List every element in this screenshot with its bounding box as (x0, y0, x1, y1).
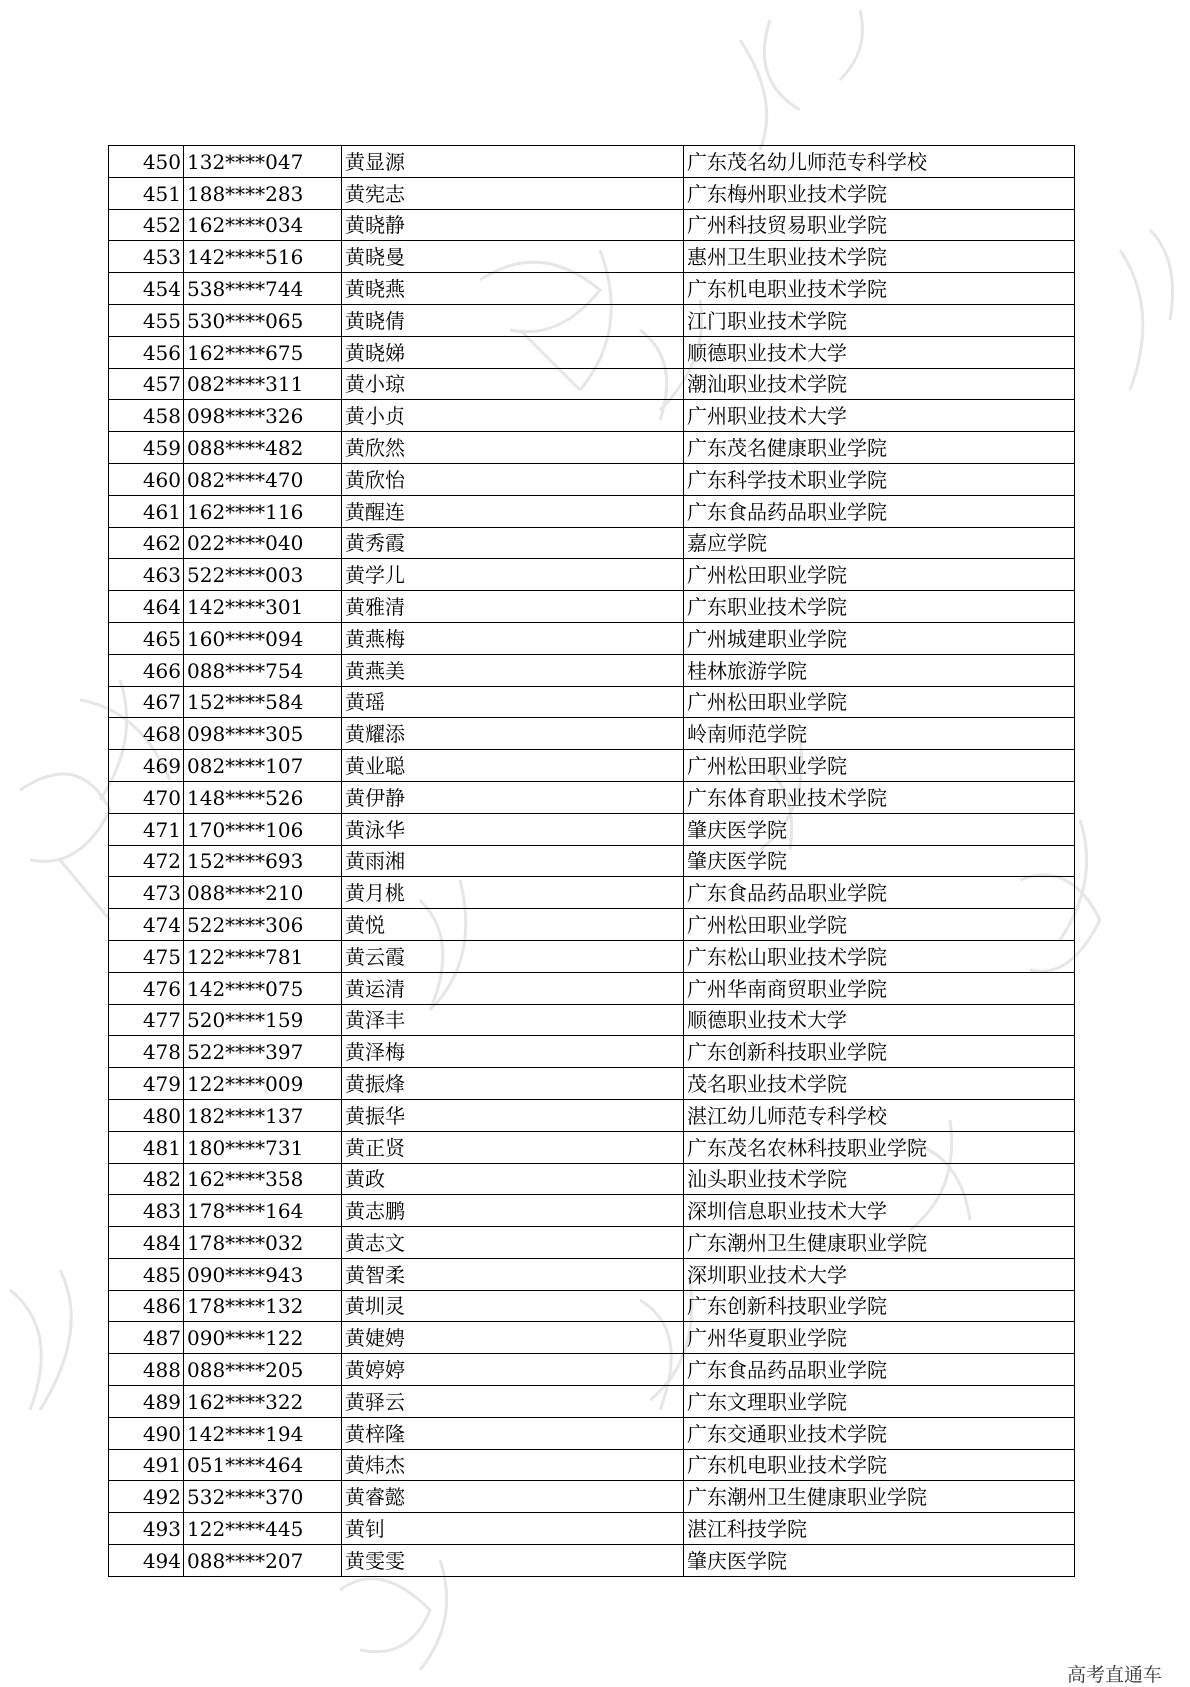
candidate-id-cell: 180****731 (184, 1131, 342, 1163)
candidate-id-cell: 142****516 (184, 241, 342, 273)
candidate-name-cell: 黄振华 (342, 1099, 684, 1131)
school-name-cell: 广东食品药品职业学院 (684, 1354, 1075, 1386)
candidate-name-cell: 黄欣怡 (342, 463, 684, 495)
row-number-cell: 464 (109, 591, 184, 623)
table-row (109, 1068, 1075, 1100)
candidate-name-cell: 黄晓娣 (342, 336, 684, 368)
table-row (109, 940, 1075, 972)
table-row (109, 400, 1075, 432)
row-number-cell: 487 (109, 1322, 184, 1354)
candidate-name-cell: 黄秀霞 (342, 527, 684, 559)
row-number-cell: 482 (109, 1163, 184, 1195)
candidate-id-cell: 532****370 (184, 1481, 342, 1513)
row-number-cell: 470 (109, 781, 184, 813)
school-name-cell: 江门职业技术学院 (684, 304, 1075, 336)
table-row (109, 972, 1075, 1004)
row-number-cell: 483 (109, 1195, 184, 1227)
candidate-name-cell: 黄志鹏 (342, 1195, 684, 1227)
row-number-cell: 477 (109, 1004, 184, 1036)
school-name-cell: 肇庆医学院 (684, 813, 1075, 845)
footer-brand-text: 高考直通车 (1066, 1664, 1162, 1686)
candidate-name-cell: 黄婕娉 (342, 1322, 684, 1354)
candidate-name-cell: 黄泳华 (342, 813, 684, 845)
school-name-cell: 潮汕职业技术学院 (684, 368, 1075, 400)
school-name-cell: 湛江科技学院 (684, 1513, 1075, 1545)
row-number-cell: 467 (109, 686, 184, 718)
school-name-cell: 广东交通职业技术学院 (684, 1417, 1075, 1449)
row-number-cell: 488 (109, 1354, 184, 1386)
row-number-cell: 466 (109, 654, 184, 686)
candidate-id-cell: 082****107 (184, 750, 342, 782)
row-number-cell: 465 (109, 622, 184, 654)
candidate-id-cell: 162****034 (184, 209, 342, 241)
candidate-name-cell: 黄耀添 (342, 718, 684, 750)
candidate-id-cell: 178****164 (184, 1195, 342, 1227)
table-row (109, 813, 1075, 845)
candidate-name-cell: 黄志文 (342, 1227, 684, 1259)
candidate-id-cell: 090****122 (184, 1322, 342, 1354)
school-name-cell: 肇庆医学院 (684, 845, 1075, 877)
row-number-cell: 450 (109, 146, 184, 178)
row-number-cell: 455 (109, 304, 184, 336)
candidate-name-cell: 黄雨湘 (342, 845, 684, 877)
candidate-id-cell: 088****482 (184, 432, 342, 464)
school-name-cell: 广东茂名健康职业学院 (684, 432, 1075, 464)
row-number-cell: 490 (109, 1417, 184, 1449)
candidate-id-cell: 182****137 (184, 1099, 342, 1131)
table-row (109, 559, 1075, 591)
row-number-cell: 460 (109, 463, 184, 495)
candidate-name-cell: 黄小琼 (342, 368, 684, 400)
candidate-name-cell: 黄业聪 (342, 750, 684, 782)
school-name-cell: 广东创新科技职业学院 (684, 1036, 1075, 1068)
school-name-cell: 广东茂名幼儿师范专科学校 (684, 146, 1075, 178)
school-name-cell: 湛江幼儿师范专科学校 (684, 1099, 1075, 1131)
candidate-name-cell: 黄燕梅 (342, 622, 684, 654)
school-name-cell: 广州华夏职业学院 (684, 1322, 1075, 1354)
table-row (109, 1513, 1075, 1545)
row-number-cell: 462 (109, 527, 184, 559)
school-name-cell: 广东食品药品职业学院 (684, 877, 1075, 909)
candidate-name-cell: 黄显源 (342, 146, 684, 178)
table-row (109, 527, 1075, 559)
table-row (109, 1386, 1075, 1418)
row-number-cell: 459 (109, 432, 184, 464)
candidate-id-cell: 051****464 (184, 1449, 342, 1481)
candidate-name-cell: 黄政 (342, 1163, 684, 1195)
candidate-id-cell: 082****311 (184, 368, 342, 400)
candidate-name-cell: 黄宪志 (342, 177, 684, 209)
candidate-name-cell: 黄学儿 (342, 559, 684, 591)
row-number-cell: 468 (109, 718, 184, 750)
candidate-name-cell: 黄瑶 (342, 686, 684, 718)
candidate-name-cell: 黄晓燕 (342, 273, 684, 305)
candidate-id-cell: 178****032 (184, 1227, 342, 1259)
table-row (109, 909, 1075, 941)
table-row (109, 1036, 1075, 1068)
school-name-cell: 广东茂名农林科技职业学院 (684, 1131, 1075, 1163)
candidate-id-cell: 088****210 (184, 877, 342, 909)
candidate-id-cell: 178****132 (184, 1290, 342, 1322)
school-name-cell: 深圳信息职业技术大学 (684, 1195, 1075, 1227)
table-row (109, 622, 1075, 654)
table-row (109, 845, 1075, 877)
row-number-cell: 453 (109, 241, 184, 273)
candidate-id-cell: 088****205 (184, 1354, 342, 1386)
candidate-id-cell: 152****693 (184, 845, 342, 877)
candidate-id-cell: 088****754 (184, 654, 342, 686)
candidate-id-cell: 152****584 (184, 686, 342, 718)
candidate-id-cell: 170****106 (184, 813, 342, 845)
row-number-cell: 486 (109, 1290, 184, 1322)
candidate-name-cell: 黄婷婷 (342, 1354, 684, 1386)
table-row (109, 1163, 1075, 1195)
school-name-cell: 顺德职业技术大学 (684, 336, 1075, 368)
candidate-id-cell: 530****065 (184, 304, 342, 336)
candidate-id-cell: 162****116 (184, 495, 342, 527)
table-row (109, 591, 1075, 623)
table-row (109, 718, 1075, 750)
school-name-cell: 广东梅州职业技术学院 (684, 177, 1075, 209)
school-name-cell: 深圳职业技术大学 (684, 1258, 1075, 1290)
table-row (109, 241, 1075, 273)
candidate-id-cell: 122****009 (184, 1068, 342, 1100)
table-row (109, 432, 1075, 464)
candidate-id-cell: 522****003 (184, 559, 342, 591)
table-row (109, 1195, 1075, 1227)
candidate-id-cell: 162****675 (184, 336, 342, 368)
row-number-cell: 463 (109, 559, 184, 591)
candidate-name-cell: 黄小贞 (342, 400, 684, 432)
candidate-id-cell: 162****358 (184, 1163, 342, 1195)
candidate-name-cell: 黄泽丰 (342, 1004, 684, 1036)
candidate-id-cell: 520****159 (184, 1004, 342, 1036)
candidate-name-cell: 黄圳灵 (342, 1290, 684, 1322)
table-row (109, 368, 1075, 400)
candidate-id-cell: 022****040 (184, 527, 342, 559)
candidate-name-cell: 黄炜杰 (342, 1449, 684, 1481)
table-row (109, 1290, 1075, 1322)
school-name-cell: 广州松田职业学院 (684, 909, 1075, 941)
table-row (109, 877, 1075, 909)
candidate-id-cell: 090****943 (184, 1258, 342, 1290)
candidate-name-cell: 黄驿云 (342, 1386, 684, 1418)
school-name-cell: 广东机电职业技术学院 (684, 273, 1075, 305)
row-number-cell: 458 (109, 400, 184, 432)
table-row (109, 750, 1075, 782)
school-name-cell: 桂林旅游学院 (684, 654, 1075, 686)
candidate-name-cell: 黄运清 (342, 972, 684, 1004)
school-name-cell: 广东机电职业技术学院 (684, 1449, 1075, 1481)
candidate-id-cell: 132****047 (184, 146, 342, 178)
table-row (109, 273, 1075, 305)
school-name-cell: 茂名职业技术学院 (684, 1068, 1075, 1100)
row-number-cell: 480 (109, 1099, 184, 1131)
school-name-cell: 顺德职业技术大学 (684, 1004, 1075, 1036)
table-row (109, 209, 1075, 241)
table-row (109, 1004, 1075, 1036)
candidate-name-cell: 黄钊 (342, 1513, 684, 1545)
candidate-name-cell: 黄雯雯 (342, 1545, 684, 1577)
school-name-cell: 广东潮州卫生健康职业学院 (684, 1481, 1075, 1513)
row-number-cell: 484 (109, 1227, 184, 1259)
candidate-name-cell: 黄晓倩 (342, 304, 684, 336)
school-name-cell: 嘉应学院 (684, 527, 1075, 559)
candidate-id-cell: 088****207 (184, 1545, 342, 1577)
table-row (109, 654, 1075, 686)
candidate-name-cell: 黄晓曼 (342, 241, 684, 273)
table-row (109, 1099, 1075, 1131)
school-name-cell: 广州松田职业学院 (684, 686, 1075, 718)
candidate-name-cell: 黄醒连 (342, 495, 684, 527)
table-row (109, 1258, 1075, 1290)
row-number-cell: 457 (109, 368, 184, 400)
school-name-cell: 肇庆医学院 (684, 1545, 1075, 1577)
row-number-cell: 478 (109, 1036, 184, 1068)
school-name-cell: 广东体育职业技术学院 (684, 781, 1075, 813)
table-row (109, 336, 1075, 368)
school-name-cell: 汕头职业技术学院 (684, 1163, 1075, 1195)
candidate-name-cell: 黄雅清 (342, 591, 684, 623)
table-row (109, 304, 1075, 336)
table-row (109, 686, 1075, 718)
school-name-cell: 广州松田职业学院 (684, 559, 1075, 591)
table-row (109, 146, 1075, 178)
candidate-name-cell: 黄正贤 (342, 1131, 684, 1163)
row-number-cell: 469 (109, 750, 184, 782)
candidate-id-cell: 122****781 (184, 940, 342, 972)
school-name-cell: 广州城建职业学院 (684, 622, 1075, 654)
candidate-id-cell: 142****301 (184, 591, 342, 623)
school-name-cell: 广州科技贸易职业学院 (684, 209, 1075, 241)
candidate-id-cell: 098****305 (184, 718, 342, 750)
row-number-cell: 492 (109, 1481, 184, 1513)
candidate-id-cell: 538****744 (184, 273, 342, 305)
table-row (109, 1545, 1075, 1577)
candidate-name-cell: 黄伊静 (342, 781, 684, 813)
candidate-name-cell: 黄月桃 (342, 877, 684, 909)
candidate-name-cell: 黄欣然 (342, 432, 684, 464)
table-row (109, 781, 1075, 813)
table-row (109, 1449, 1075, 1481)
candidate-name-cell: 黄梓隆 (342, 1417, 684, 1449)
row-number-cell: 491 (109, 1449, 184, 1481)
table-row (109, 177, 1075, 209)
school-name-cell: 广州职业技术大学 (684, 400, 1075, 432)
candidate-id-cell: 162****322 (184, 1386, 342, 1418)
row-number-cell: 451 (109, 177, 184, 209)
candidate-name-cell: 黄振烽 (342, 1068, 684, 1100)
school-name-cell: 广州华南商贸职业学院 (684, 972, 1075, 1004)
row-number-cell: 473 (109, 877, 184, 909)
table-row (109, 1322, 1075, 1354)
school-name-cell: 广东科学技术职业学院 (684, 463, 1075, 495)
candidate-id-cell: 188****283 (184, 177, 342, 209)
row-number-cell: 452 (109, 209, 184, 241)
row-number-cell: 454 (109, 273, 184, 305)
candidate-id-cell: 522****397 (184, 1036, 342, 1068)
row-number-cell: 493 (109, 1513, 184, 1545)
admission-list-table (108, 145, 1075, 1577)
candidate-name-cell: 黄睿懿 (342, 1481, 684, 1513)
row-number-cell: 494 (109, 1545, 184, 1577)
school-name-cell: 广东职业技术学院 (684, 591, 1075, 623)
candidate-id-cell: 522****306 (184, 909, 342, 941)
candidate-id-cell: 148****526 (184, 781, 342, 813)
table-body (109, 146, 1075, 1577)
school-name-cell: 广东潮州卫生健康职业学院 (684, 1227, 1075, 1259)
candidate-name-cell: 黄泽梅 (342, 1036, 684, 1068)
candidate-id-cell: 098****326 (184, 400, 342, 432)
school-name-cell: 广州松田职业学院 (684, 750, 1075, 782)
school-name-cell: 岭南师范学院 (684, 718, 1075, 750)
row-number-cell: 461 (109, 495, 184, 527)
candidate-name-cell: 黄悦 (342, 909, 684, 941)
table-row (109, 1227, 1075, 1259)
row-number-cell: 474 (109, 909, 184, 941)
table-row (109, 1354, 1075, 1386)
table-row (109, 463, 1075, 495)
candidate-id-cell: 160****094 (184, 622, 342, 654)
row-number-cell: 476 (109, 972, 184, 1004)
school-name-cell: 广东食品药品职业学院 (684, 495, 1075, 527)
table-row (109, 495, 1075, 527)
row-number-cell: 471 (109, 813, 184, 845)
table-row (109, 1131, 1075, 1163)
school-name-cell: 惠州卫生职业技术学院 (684, 241, 1075, 273)
row-number-cell: 479 (109, 1068, 184, 1100)
candidate-id-cell: 142****194 (184, 1417, 342, 1449)
candidate-name-cell: 黄燕美 (342, 654, 684, 686)
candidate-id-cell: 082****470 (184, 463, 342, 495)
row-number-cell: 472 (109, 845, 184, 877)
row-number-cell: 481 (109, 1131, 184, 1163)
row-number-cell: 489 (109, 1386, 184, 1418)
school-name-cell: 广东松山职业技术学院 (684, 940, 1075, 972)
table-row (109, 1481, 1075, 1513)
table-row (109, 1417, 1075, 1449)
candidate-id-cell: 142****075 (184, 972, 342, 1004)
school-name-cell: 广东创新科技职业学院 (684, 1290, 1075, 1322)
row-number-cell: 475 (109, 940, 184, 972)
candidate-name-cell: 黄云霞 (342, 940, 684, 972)
candidate-id-cell: 122****445 (184, 1513, 342, 1545)
candidate-name-cell: 黄晓静 (342, 209, 684, 241)
candidate-name-cell: 黄智柔 (342, 1258, 684, 1290)
row-number-cell: 456 (109, 336, 184, 368)
row-number-cell: 485 (109, 1258, 184, 1290)
school-name-cell: 广东文理职业学院 (684, 1386, 1075, 1418)
